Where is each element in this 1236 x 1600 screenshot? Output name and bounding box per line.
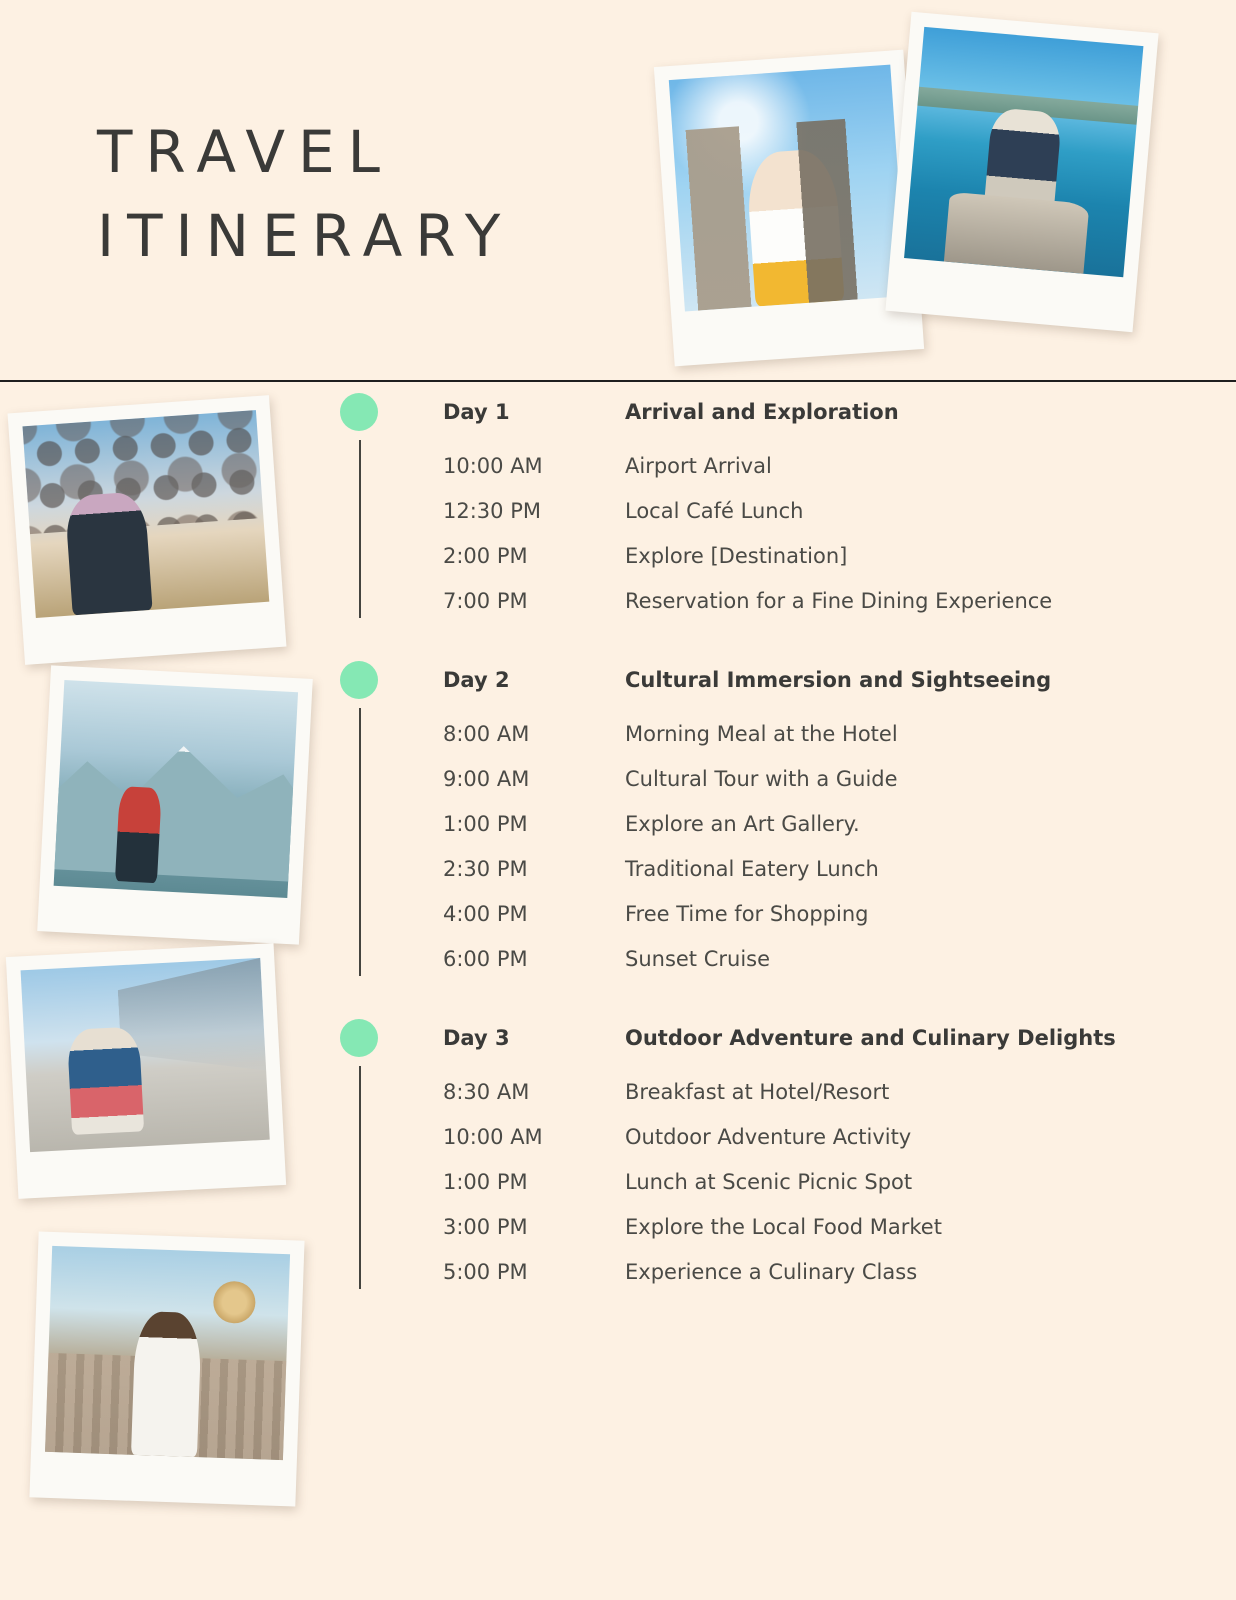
event-description: Local Café Lunch [625, 499, 804, 523]
event-row [340, 947, 1220, 992]
event-time: 3:00 PM [443, 1215, 528, 1239]
figure-man [984, 107, 1063, 210]
photo-hot-air-balloons [8, 395, 287, 665]
event-description: Traditional Eatery Lunch [625, 857, 879, 881]
event-row [340, 1170, 1220, 1215]
figure-woman [745, 148, 844, 307]
day-block [340, 1010, 1220, 1305]
page-header [0, 0, 1236, 382]
timeline-spine [359, 440, 361, 618]
photo-mountain-hiker [37, 665, 313, 944]
day-title: Outdoor Adventure and Culinary Delights [625, 1026, 1116, 1050]
event-description: Explore [Destination] [625, 544, 848, 568]
day-title: Cultural Immersion and Sightseeing [625, 668, 1052, 692]
day-header [340, 652, 1220, 708]
day-label: Day 1 [443, 400, 510, 424]
event-description: Free Time for Shopping [625, 902, 869, 926]
photo-woman-city-cathedral [654, 50, 924, 367]
event-time: 4:00 PM [443, 902, 528, 926]
title-line-travel: TRAVEL [97, 118, 393, 186]
event-description: Lunch at Scenic Picnic Spot [625, 1170, 913, 1194]
sun-hat-icon [212, 1280, 255, 1323]
event-row [340, 544, 1220, 589]
day-events [340, 708, 1220, 992]
timeline-dot-icon [340, 1019, 378, 1057]
timeline-spine [359, 708, 361, 976]
page-title [97, 110, 513, 278]
event-time: 5:00 PM [443, 1260, 528, 1284]
event-time: 8:00 AM [443, 722, 530, 746]
event-row [340, 1260, 1220, 1305]
title-line-itinerary: ITINERARY [97, 202, 514, 270]
event-row [340, 1080, 1220, 1125]
event-description: Experience a Culinary Class [625, 1260, 918, 1284]
event-time: 6:00 PM [443, 947, 528, 971]
photo-couple-with-luggage-image [21, 958, 270, 1152]
header-divider [0, 380, 1236, 382]
event-time: 2:30 PM [443, 857, 528, 881]
event-description: Airport Arrival [625, 454, 772, 478]
day-title: Arrival and Exploration [625, 400, 899, 424]
event-description: Explore an Art Gallery. [625, 812, 860, 836]
photo-couple-with-luggage [6, 943, 286, 1199]
event-description: Breakfast at Hotel/Resort [625, 1080, 890, 1104]
timeline-dot-icon [340, 393, 378, 431]
event-time: 1:00 PM [443, 1170, 528, 1194]
event-row [340, 902, 1220, 947]
event-row [340, 499, 1220, 544]
event-row [340, 767, 1220, 812]
timeline-spine [359, 1066, 361, 1289]
itinerary-timeline [340, 384, 1220, 1323]
day-header [340, 384, 1220, 440]
event-row [340, 857, 1220, 902]
event-description: Cultural Tour with a Guide [625, 767, 898, 791]
event-time: 8:30 AM [443, 1080, 530, 1104]
day-label: Day 3 [443, 1026, 510, 1050]
figure-couple [67, 1026, 144, 1135]
day-events [340, 1066, 1220, 1305]
day-header [340, 1010, 1220, 1066]
photo-woman-overlooking-city [29, 1231, 304, 1506]
event-row [340, 722, 1220, 767]
event-description: Sunset Cruise [625, 947, 771, 971]
photo-man-on-rock-seaside [885, 12, 1158, 332]
photo-mountain-hiker-image [54, 680, 298, 898]
event-description: Reservation for a Fine Dining Experience [625, 589, 1053, 613]
event-row [340, 589, 1220, 634]
event-row [340, 1125, 1220, 1170]
event-time: 9:00 AM [443, 767, 530, 791]
event-time: 7:00 PM [443, 589, 528, 613]
event-row [340, 812, 1220, 857]
event-description: Explore the Local Food Market [625, 1215, 942, 1239]
event-row [340, 454, 1220, 499]
photo-man-on-rock-seaside-image [904, 27, 1143, 277]
event-time: 10:00 AM [443, 1125, 543, 1149]
event-time: 1:00 PM [443, 812, 528, 836]
event-time: 10:00 AM [443, 454, 543, 478]
figure-traveler [65, 491, 153, 615]
day-block [340, 384, 1220, 634]
photo-hot-air-balloons-image [22, 410, 269, 618]
photo-woman-city-cathedral-image [669, 65, 907, 312]
event-time: 2:00 PM [443, 544, 528, 568]
day-label: Day 2 [443, 668, 510, 692]
figure-woman-arms-raised [131, 1311, 203, 1457]
event-row [340, 1215, 1220, 1260]
day-block [340, 652, 1220, 992]
timeline-dot-icon [340, 661, 378, 699]
event-time: 12:30 PM [443, 499, 541, 523]
day-events [340, 440, 1220, 634]
figure-hiker [115, 786, 162, 883]
event-description: Outdoor Adventure Activity [625, 1125, 912, 1149]
event-description: Morning Meal at the Hotel [625, 722, 898, 746]
photo-woman-overlooking-city-image [45, 1246, 290, 1460]
